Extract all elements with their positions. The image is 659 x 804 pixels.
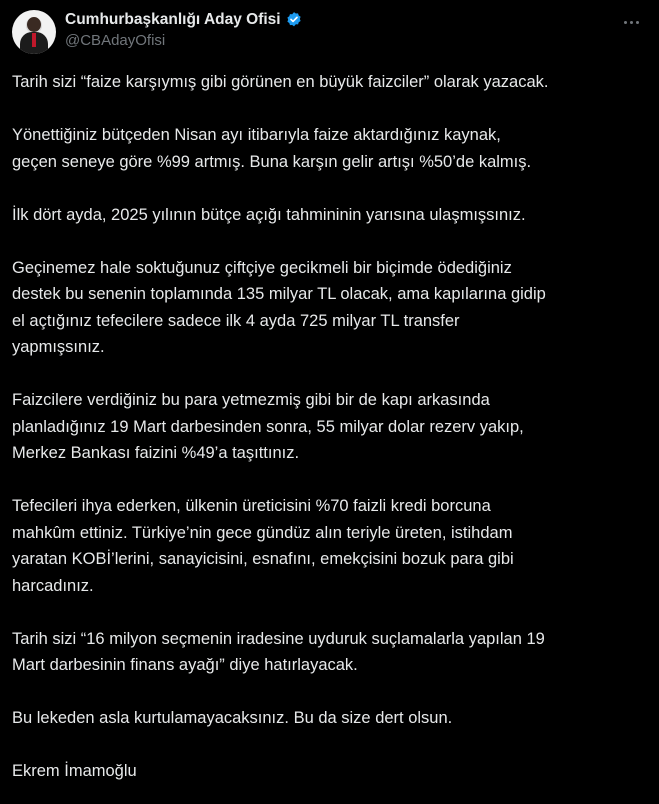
- more-options-icon[interactable]: [619, 12, 643, 32]
- tweet-paragraph: [12, 705, 652, 732]
- tweet-paragraph: [12, 69, 652, 96]
- tweet-line: geçen seneye göre %99 artmış. Buna karşın gelir artışı %50’de kalmış.: [12, 152, 532, 171]
- tweet-line: destek bu senenin toplamında 135 milyar TL olacak, ama kapılarına gidip: [12, 285, 546, 303]
- tweet-line: Tarih sizi “16 milyon seçmenin iradesine uyduruk suçlamalarla yapılan 19: [12, 629, 545, 648]
- tweet-line: el açtığınız tefecilere sadece ilk 4 ayda 725 milyar TL transfer: [12, 311, 460, 330]
- avatar[interactable]: [12, 10, 56, 54]
- tweet-paragraph: [12, 255, 652, 361]
- tweet-line: Ekrem İmamoğlu: [12, 762, 137, 780]
- avatar-tie-shape: [32, 33, 36, 47]
- tweet-line: mahkûm ettiniz. Türkiye’nin gece gündüz alın teriyle üreten, istihdam: [12, 523, 513, 542]
- tweet-line: Tarih sizi “faize karşıymış gibi görünen en büyük faizciler” olarak yazacak.: [12, 73, 549, 91]
- tweet-line: planladığınız 19 Mart darbesinden sonra, 55 milyar dolar rezerv yakıp,: [12, 417, 524, 436]
- tweet-line: Bu lekeden asla kurtulamayacaksınız. Bu da size dert olsun.: [12, 709, 453, 727]
- tweet-header: [12, 10, 647, 58]
- tweet-line: Tefecileri ihya ederken, ülkenin üreticisini %70 faizli kredi borcuna: [12, 497, 491, 515]
- verified-badge-icon: [285, 11, 303, 29]
- display-name-row: [65, 10, 303, 30]
- author-names: [65, 10, 303, 49]
- tweet-paragraph: [12, 626, 652, 679]
- tweet-paragraph: [12, 758, 652, 785]
- avatar-head-shape: [27, 17, 41, 32]
- tweet-line: Mart darbesinin finans ayağı” diye hatırlayacak.: [12, 656, 358, 674]
- tweet-line: harcadınız.: [12, 576, 94, 595]
- tweet-line: Faizcilere verdiğiniz bu para yetmezmiş gibi bir de kapı arkasında: [12, 391, 490, 409]
- tweet-paragraph: [12, 387, 652, 467]
- author-handle[interactable]: @CBAdayOfisi: [65, 32, 166, 49]
- display-name[interactable]: Cumhurbaşkanlığı Aday Ofisi: [65, 11, 281, 28]
- tweet-line: Geçinemez hale soktuğunuz çiftçiye gecikmeli bir biçimde ödediğiniz: [12, 258, 512, 277]
- tweet-line: Yönettiğiniz bütçeden Nisan ayı itibarıyla faize aktardığınız kaynak,: [12, 126, 501, 144]
- tweet-paragraph: [12, 493, 652, 599]
- tweet-line: yaratan KOBİ’lerini, sanayicisini, esnafını, emekçisini bozuk para gibi: [12, 550, 514, 568]
- tweet-line: yapmışsınız.: [12, 338, 105, 356]
- tweet-paragraph: [12, 122, 652, 175]
- tweet-text: [12, 69, 652, 785]
- tweet-line: İlk dört ayda, 2025 yılının bütçe açığı tahmininin yarısına ulaşmışsınız.: [12, 205, 526, 224]
- tweet-paragraph: [12, 202, 652, 229]
- tweet-line: Merkez Bankası faizini %49’a taşıttınız.: [12, 444, 300, 462]
